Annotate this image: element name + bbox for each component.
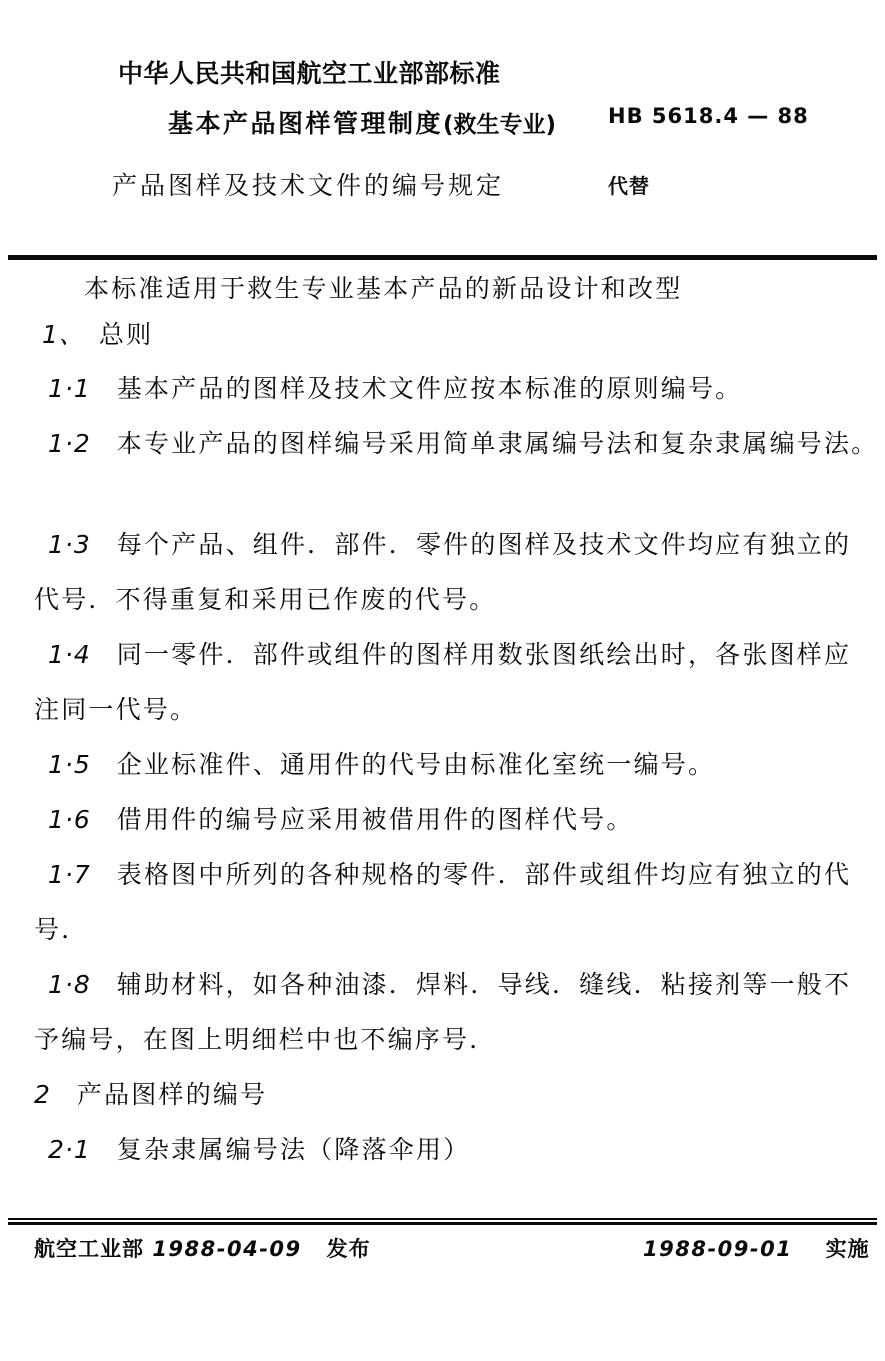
- line-number: 1、: [42, 320, 85, 349]
- line-number: 2·1: [48, 1135, 91, 1164]
- section-line-1-6: [48, 807, 634, 832]
- replaces-field: [608, 170, 650, 199]
- footer-divider-rule-lower: [8, 1222, 877, 1225]
- document-title-main: 基本产品图样管理制度: [168, 109, 444, 138]
- footer-effective-info: [643, 1233, 870, 1263]
- section-line-1-4-cont: [34, 697, 197, 722]
- section-line-1-5: [48, 752, 715, 777]
- header-divider-rule: [8, 255, 877, 260]
- line-number: 1·3: [48, 530, 91, 559]
- footer-effective-label: 实施: [825, 1237, 870, 1261]
- document-subtitle: 产品图样及技术文件的编号规定: [112, 171, 505, 200]
- section-line-1-7: [48, 862, 851, 887]
- line-text: 基本产品的图样及技术文件应按本标准的原则编号。: [116, 374, 743, 403]
- footer-issue-info: [34, 1233, 371, 1263]
- line-text: 本标准适用于救生专业基本产品的新品设计和改型: [84, 274, 683, 303]
- line-text: 代号．不得重复和采用已作废的代号。: [34, 585, 497, 614]
- line-number: 1·2: [48, 429, 91, 458]
- line-text: 注同一代号。: [34, 695, 198, 724]
- section-line-1-1: [48, 376, 742, 401]
- line-number: 1·7: [48, 860, 91, 889]
- footer-issue-date: 1988-04-09: [152, 1237, 302, 1261]
- line-text: 予编号，在图上明细栏中也不编序号．: [34, 1025, 497, 1054]
- line-text: 表格图中所列的各种规格的零件．部件或组件均应有独立的代: [116, 860, 852, 889]
- line-text: 本专业产品的图样编号采用简单隶属编号法和复杂隶属编号法。: [116, 429, 879, 458]
- section-line-1-3: [48, 532, 851, 557]
- section-line-1: [42, 322, 153, 347]
- line-text: 复杂隶属编号法（降落伞用）: [116, 1135, 471, 1164]
- section-line-2: [34, 1082, 267, 1107]
- line-text: 同一零件．部件或组件的图样用数张图纸绘出时，各张图样应: [116, 640, 852, 669]
- document-title: [168, 104, 556, 140]
- section-line-1-8: [48, 972, 851, 997]
- line-number: 1·4: [48, 640, 91, 669]
- line-text: 号．: [34, 915, 89, 944]
- issuing-organization: 中华人民共和国航空工业部部标准: [118, 59, 501, 88]
- line-number: 2: [34, 1080, 51, 1109]
- document-title-scope: (救生专业): [443, 112, 557, 138]
- line-number: 1·8: [48, 970, 91, 999]
- line-text: 辅助材料，如各种油漆．焊料．导线．缝线．粘接剂等一般不: [116, 970, 852, 999]
- section-line-1-8-cont: [34, 1027, 496, 1052]
- line-text: 产品图样的编号: [76, 1080, 268, 1109]
- line-number: 1·6: [48, 805, 91, 834]
- footer-divider-rule-upper: [8, 1218, 877, 1220]
- line-number: 1·5: [48, 750, 91, 779]
- footer-effective-date: 1988-09-01: [643, 1237, 793, 1261]
- line-text: 每个产品、组件．部件．零件的图样及技术文件均应有独立的: [116, 530, 852, 559]
- replaces-label: 代替: [608, 174, 650, 198]
- standard-number: HB 5618.4 — 88: [608, 104, 809, 128]
- footer-issuer: 航空工业部: [34, 1237, 144, 1261]
- section-line-1-2: [48, 431, 878, 456]
- line-number: 1·1: [48, 374, 91, 403]
- scope-statement-line: [84, 276, 682, 301]
- section-line-2-1: [48, 1137, 470, 1162]
- line-text: 企业标准件、通用件的代号由标准化室统一编号。: [116, 750, 716, 779]
- footer-issue-label: 发布: [326, 1237, 371, 1261]
- section-line-1-3-cont: [34, 587, 496, 612]
- line-text: 借用件的编号应采用被借用件的图样代号。: [116, 805, 634, 834]
- section-line-1-4: [48, 642, 851, 667]
- section-line-1-7-cont: [34, 917, 88, 942]
- line-text: 总则: [98, 320, 154, 349]
